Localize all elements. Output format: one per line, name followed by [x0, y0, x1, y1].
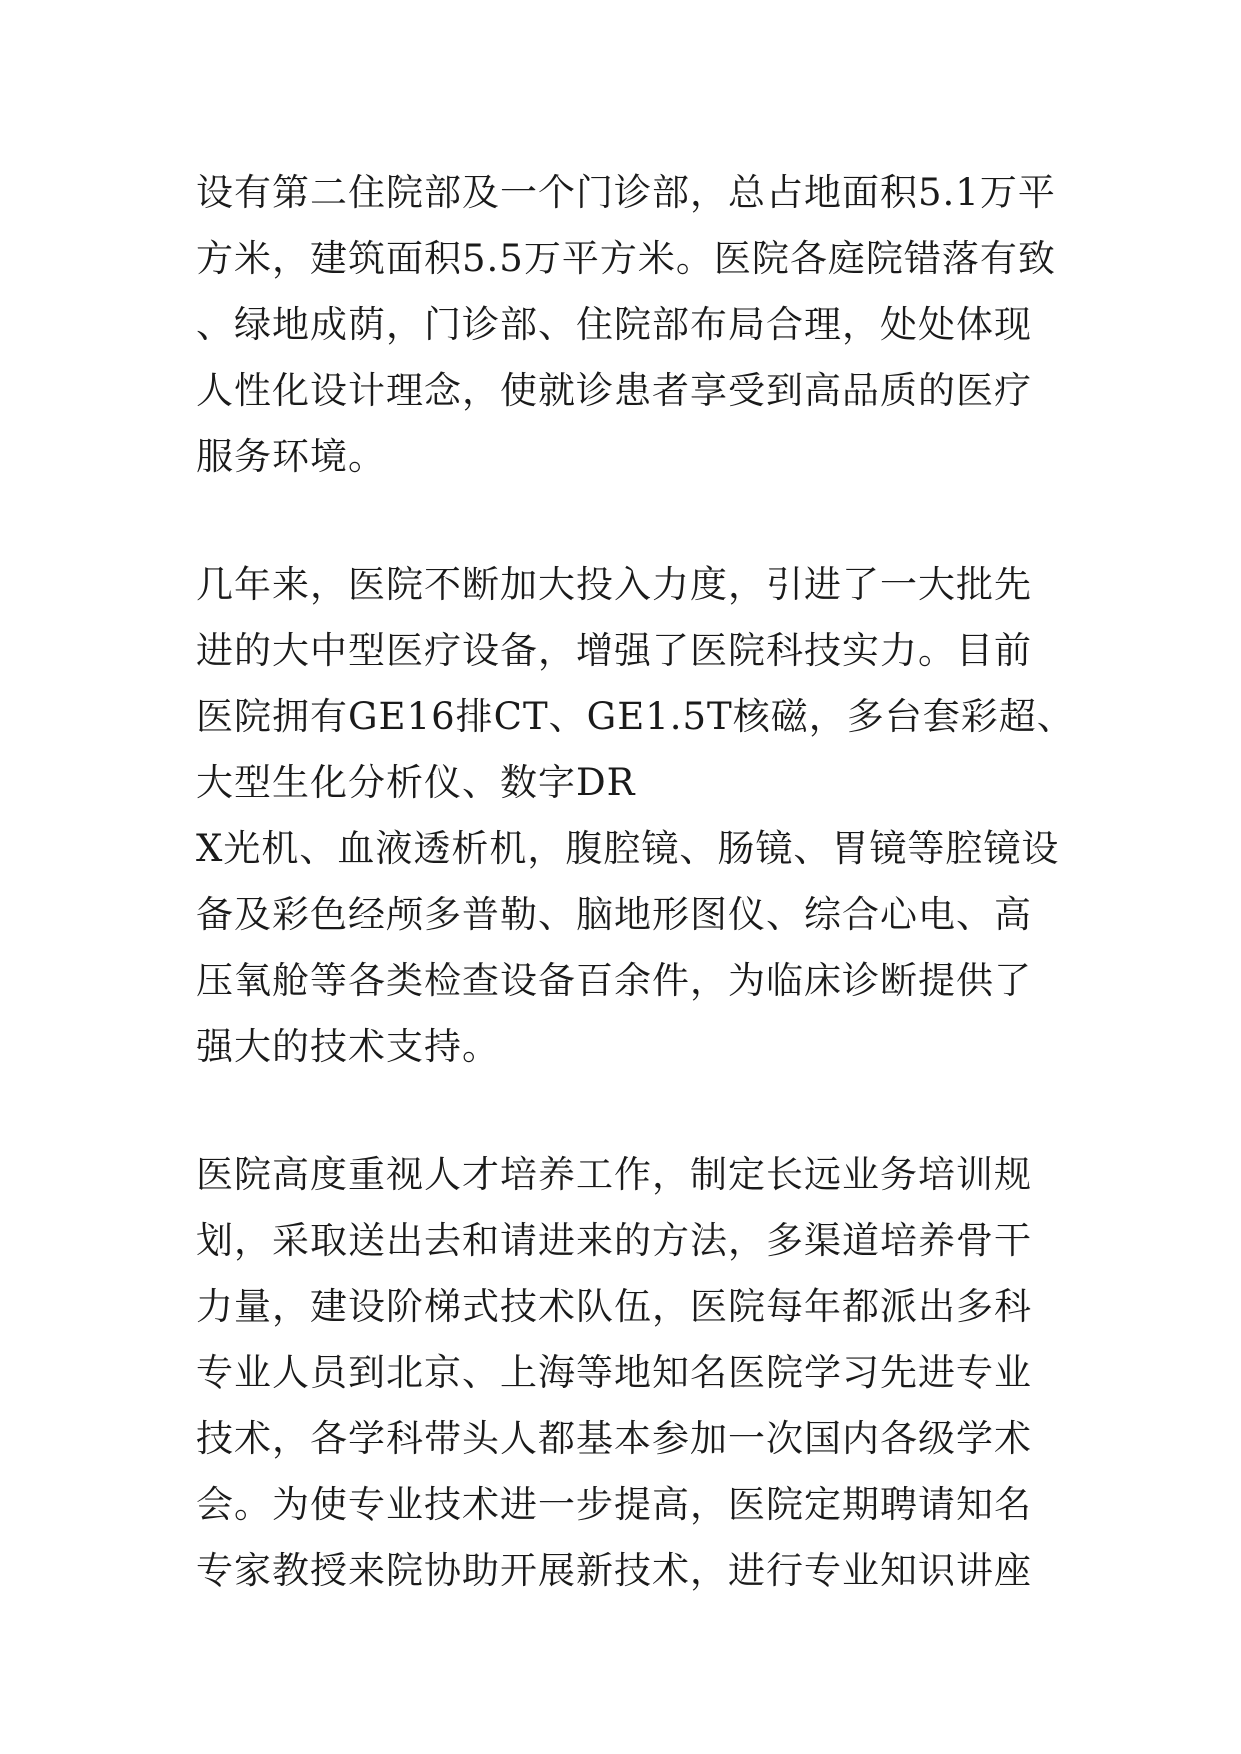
paragraph-line: 设有第二住院部及一个门诊部，总占地面积5.1万平 [196, 171, 1056, 214]
paragraph-line: 大型生化分析仪、数字DR [196, 761, 636, 804]
paragraph-line: 力量，建设阶梯式技术队伍，医院每年都派出多科 [196, 1285, 1032, 1328]
paragraph-line: X光机、血液透析机，腹腔镜、肠镜、胃镜等腔镜设 [196, 827, 1060, 870]
paragraph-line: 几年来，医院不断加大投入力度，引进了一大批先 [196, 563, 1032, 606]
paragraph-line: 专业人员到北京、上海等地知名医院学习先进专业 [196, 1351, 1032, 1394]
paragraph-line: 服务环境。 [196, 435, 386, 478]
paragraph-line: 、绿地成荫，门诊部、住院部布局合理，处处体现 [196, 303, 1032, 346]
paragraph-line: 方米，建筑面积5.5万平方米。医院各庭院错落有致 [196, 237, 1056, 280]
paragraph-line: 医院拥有GE16排CT、GE1.5T核磁，多台套彩超、 [196, 695, 1075, 738]
paragraph-line: 医院高度重视人才培养工作，制定长远业务培训规 [196, 1153, 1032, 1196]
paragraph-line: 专家教授来院协助开展新技术，进行专业知识讲座 [196, 1549, 1032, 1592]
paragraph-equipment [196, 552, 1076, 1080]
paragraph-line: 强大的技术支持。 [196, 1025, 500, 1068]
paragraph-line: 技术，各学科带头人都基本参加一次国内各级学术 [196, 1417, 1032, 1460]
paragraph-line: 进的大中型医疗设备，增强了医院科技实力。目前 [196, 629, 1032, 672]
paragraph-talent-training [196, 1142, 1076, 1604]
paragraph-line: 人性化设计理念，使就诊患者享受到高品质的医疗 [196, 369, 1032, 412]
paragraph-facilities [196, 160, 1076, 490]
paragraph-line: 压氧舱等各类检查设备百余件，为临床诊断提供了 [196, 959, 1032, 1002]
paragraph-line: 会。为使专业技术进一步提高，医院定期聘请知名 [196, 1483, 1032, 1526]
paragraph-line: 划，采取送出去和请进来的方法，多渠道培养骨干 [196, 1219, 1032, 1262]
paragraph-line: 备及彩色经颅多普勒、脑地形图仪、综合心电、高 [196, 893, 1032, 936]
